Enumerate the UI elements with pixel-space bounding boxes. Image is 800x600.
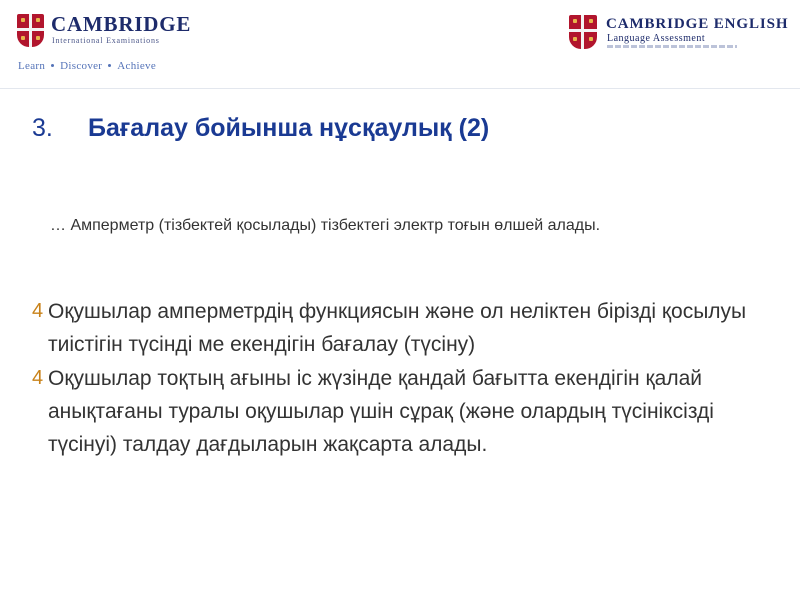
cambridge-english-wordmark: CAMBRIDGE ENGLISH (606, 16, 789, 32)
tagline-achieve: Achieve (117, 60, 157, 72)
cambridge-shield-icon (17, 14, 44, 47)
cambridge-english-shield-icon (569, 15, 597, 49)
bullet-text: Оқушылар амперметрдің функциясын және ол неліктен бірізді қосылуы тиістігін түсінді ме екендігін бағалау (түсіну) (48, 300, 747, 356)
bullet-item (32, 295, 752, 361)
slide-title-text: Бағалау бойынша нұсқаулық (2) (88, 114, 490, 142)
cambridge-international-logo (17, 13, 192, 48)
bullet-text: Оқушылар тоқтың ағыны іс жүзінде қандай бағытта екендігін қалай анықтағаны туралы оқушылар үшін сұрақ (және олардың түсініксізді түсінуі) талдау дағдыларын жақсарта алады. (48, 367, 714, 456)
language-assessment-text: Language Assessment (607, 33, 706, 44)
bullet-item (32, 362, 752, 461)
international-examinations-text: International Examinations (52, 36, 160, 45)
slide-title (32, 112, 772, 144)
bullet-list (32, 295, 752, 462)
header-divider (0, 88, 800, 89)
cambridge-english-logo (569, 13, 789, 53)
bullet-marker-icon: 4 (32, 300, 44, 322)
logo-fine-print-decoration (607, 45, 737, 48)
slide-header (0, 0, 800, 90)
intro-text: … Амперметр (тізбектей қосылады) тізбектегі электр тоғын өлшей алады. (50, 217, 601, 234)
slide-title-number: 3. (32, 114, 53, 142)
tagline-learn: Learn (18, 60, 46, 72)
tagline-discover: Discover (60, 60, 103, 72)
bullet-marker-icon: 4 (32, 367, 44, 389)
tagline-dot-icon (51, 64, 54, 67)
cambridge-wordmark: CAMBRIDGE (51, 12, 192, 36)
tagline (18, 60, 198, 72)
tagline-dot-icon (108, 64, 111, 67)
